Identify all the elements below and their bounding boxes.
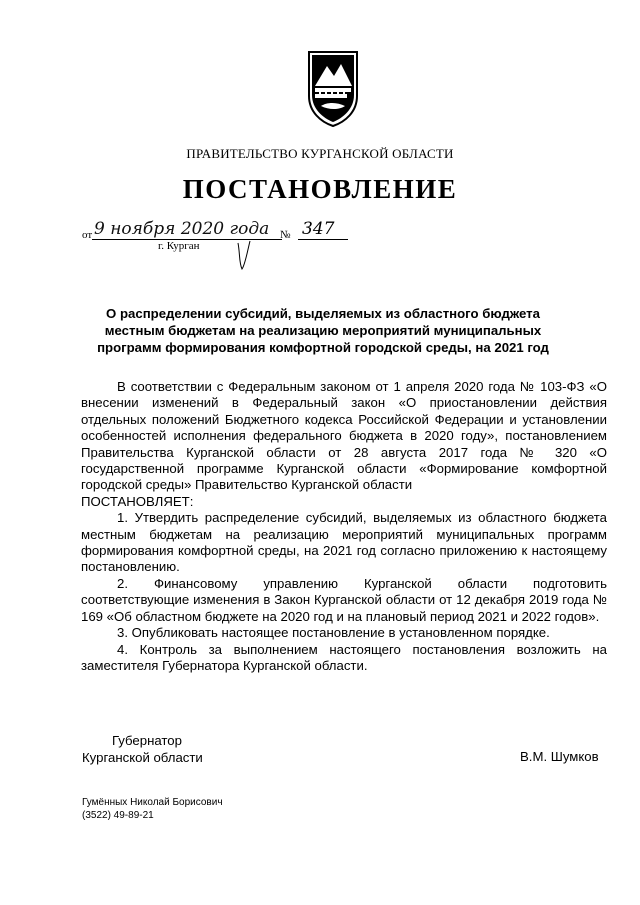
- number-label: №: [280, 229, 291, 241]
- resolves-label: ПОСТАНОВЛЯЕТ:: [81, 493, 194, 509]
- signatory-title: [82, 732, 203, 766]
- handwritten-number: 347: [302, 219, 335, 239]
- signatory-name: В.М. Шумков: [520, 749, 599, 764]
- executor-phone: (3522) 49-89-21: [82, 809, 154, 821]
- item-3-paragraph: 3. Опубликовать настоящее постановление в установленном порядке.: [117, 625, 550, 641]
- coat-of-arms-icon: [303, 48, 363, 128]
- date-from-label: от: [82, 229, 93, 241]
- document-subject: О распределении субсидий, выделяемых из областного бюджета местным бюджетам на реализацию мероприятий муниципальных программ формирования комфортной городской среды, на 2021 год: [97, 306, 549, 355]
- item-4-paragraph: 4. Контроль за выполнением настоящего постановления возложить на заместителя Губернатора Курганской области.: [81, 641, 607, 673]
- handwritten-date: 9 ноября 2020 года: [94, 219, 270, 239]
- handwriting-stroke-icon: [82, 221, 442, 271]
- city-label: г. Курган: [158, 240, 200, 252]
- item-2-paragraph: 2. Финансовому управлению Курганской области подготовить соответствующие изменения в Закон Курганской области от 12 декабря 2019 года № 169 «Об областном бюджете на 2020 год и на плановый период 2021 и 2022 годов».: [81, 575, 607, 624]
- executor-name: Гумённых Николай Борисович: [82, 797, 223, 808]
- government-name: ПРАВИТЕЛЬСТВО КУРГАНСКОЙ ОБЛАСТИ: [186, 146, 454, 161]
- date-number-line: [82, 221, 442, 271]
- signatory-title-line2: Курганской области: [82, 750, 203, 765]
- signatory-title-line1: Губернатор: [112, 733, 182, 748]
- item-1-paragraph: 1. Утвердить распределение субсидий, выделяемых из областного бюджета местным бюджетам на реализацию мероприятий муниципальных программ формирования комфортной среды, на 2021 год согласно приложению к настоящему постановлению.: [81, 510, 607, 575]
- executor-info: [82, 797, 223, 822]
- document-body: [81, 379, 607, 674]
- preamble-paragraph: В соответствии с Федеральным законом от 1 апреля 2020 года № 103-ФЗ «О внесении изменений в Федеральный закон «О приостановлении действия отдельных положений Бюджетного кодекса Российской Федерации и установлении особенностей исполнения федерального бюджета в 2020 году», постановлением Правительства Курганской области от 28 августа 2017 года № 320 «О государственной программе Курганской области «Формирование комфортной городской среды» Правительство Курганской области: [81, 379, 607, 493]
- document-type-title: ПОСТАНОВЛЕНИЕ: [182, 174, 458, 204]
